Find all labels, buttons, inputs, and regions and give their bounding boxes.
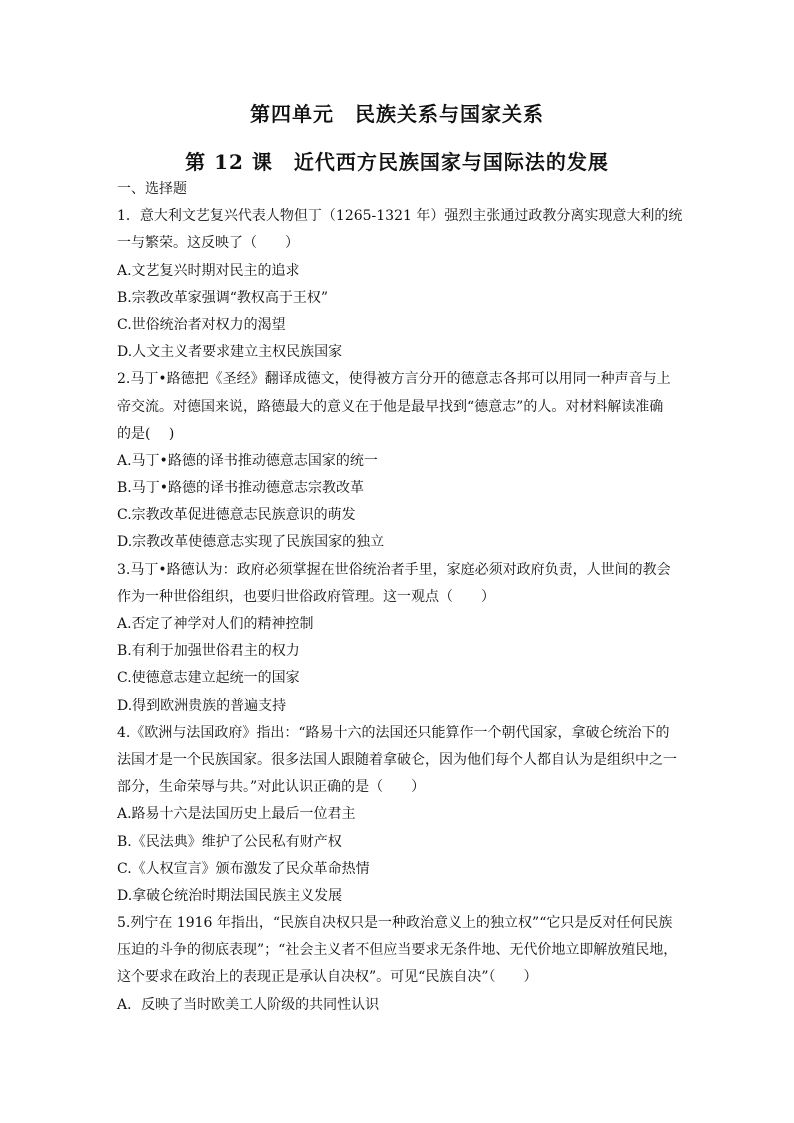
- question-1-option-b: B.宗教改革家强调“教权高于王权”: [117, 289, 329, 306]
- question-2-option-a: A.马丁•路德的译书推动德意志国家的统一: [117, 452, 378, 469]
- question-2-option-d: D.宗教改革使德意志实现了民族国家的独立: [117, 534, 385, 551]
- question-3-option-d: D.得到欧洲贵族的普遍支持: [117, 697, 287, 714]
- lesson-title: 第 12 课 近代西方民族国家与国际法的发展: [185, 150, 609, 174]
- question-2-option-b: B.马丁•路德的译书推动德意志宗教改革: [117, 480, 364, 497]
- question-3-option-c: C.使德意志建立起统一的国家: [117, 670, 300, 687]
- question-1-option-d: D.人文主义者要求建立主权民族国家: [117, 344, 343, 361]
- question-2-option-c: C.宗教改革促进德意志民族意识的萌发: [117, 507, 356, 524]
- question-3-stem-line: 作为一种世俗组织，也要归世俗政府管理。这一观点（ ）: [117, 588, 495, 605]
- question-1-stem-line: 一与繁荣。这反映了（ ）: [117, 235, 299, 252]
- question-5-option-a: A．反映了当时欧美工人阶级的共同性认识: [117, 996, 380, 1013]
- question-3-stem-line: 3.马丁•路德认为：政府必须掌握在世俗统治者手里，家庭必须对政府负责，人世间的教会: [117, 561, 671, 578]
- question-3-option-a: A.否定了神学对人们的精神控制: [117, 616, 314, 632]
- question-2-stem-line: 2.马丁•路德把《圣经》翻译成德文，使得被方言分开的德意志各邦可以用同一种声音与上: [117, 371, 671, 388]
- question-1-option-a: A.文艺复兴时期对民主的追求: [117, 262, 300, 279]
- section-heading: 一、选择题: [117, 181, 187, 197]
- question-3-option-b: B.有利于加强世俗君主的权力: [117, 643, 300, 660]
- question-4-stem-line: 法国才是一个民族国家。很多法国人跟随着拿破仑，因为他们每个人都自认为是组织中之一: [117, 751, 677, 768]
- question-content: [117, 176, 683, 1019]
- question-4-option-b: B.《民法典》维护了公民私有财产权: [117, 833, 342, 850]
- question-5-stem-line: 这个要求在政治上的表现正是承认自决权”。可见“民族自决”（ ）: [117, 969, 538, 986]
- question-5-stem-line: 5.列宁在 1916 年指出，“民族自决权只是一种政治意义上的独立权”“它只是反对任何民族: [117, 915, 673, 932]
- question-1-stem-line: 1．意大利文艺复兴代表人物但丁（1265-1321 年）强烈主张通过政教分离实现意大利的统: [117, 208, 683, 225]
- question-5-stem-line: 压迫的斗争的彻底表现”；“社会主义者不但应当要求无条件地、无代价地立即解放殖民地，: [117, 942, 678, 959]
- question-4-option-a: A.路易十六是法国历史上最后一位君主: [117, 806, 356, 823]
- unit-title: 第四单元 民族关系与国家关系: [250, 102, 544, 126]
- question-1-option-c: C.世俗统治者对权力的渴望: [117, 316, 286, 333]
- question-2-stem-line: 帝交流。对德国来说，路德最大的意义在于他是最早找到“德意志”的人。对材料解读准确: [117, 398, 664, 415]
- question-4-option-d: D.拿破仑统治时期法国民族主义发展: [117, 887, 343, 904]
- question-4-option-c: C.《人权宣言》颁布激发了民众革命热情: [117, 860, 370, 877]
- question-4-stem-line: 4.《欧洲与法国政府》指出：“路易十六的法国还只能算作一个朝代国家，拿破仑统治下的: [117, 724, 670, 741]
- question-4-stem-line: 部分，生命荣辱与共。”对此认识正确的是（ ）: [117, 779, 426, 796]
- question-2-stem-line: 的是( ): [117, 425, 175, 442]
